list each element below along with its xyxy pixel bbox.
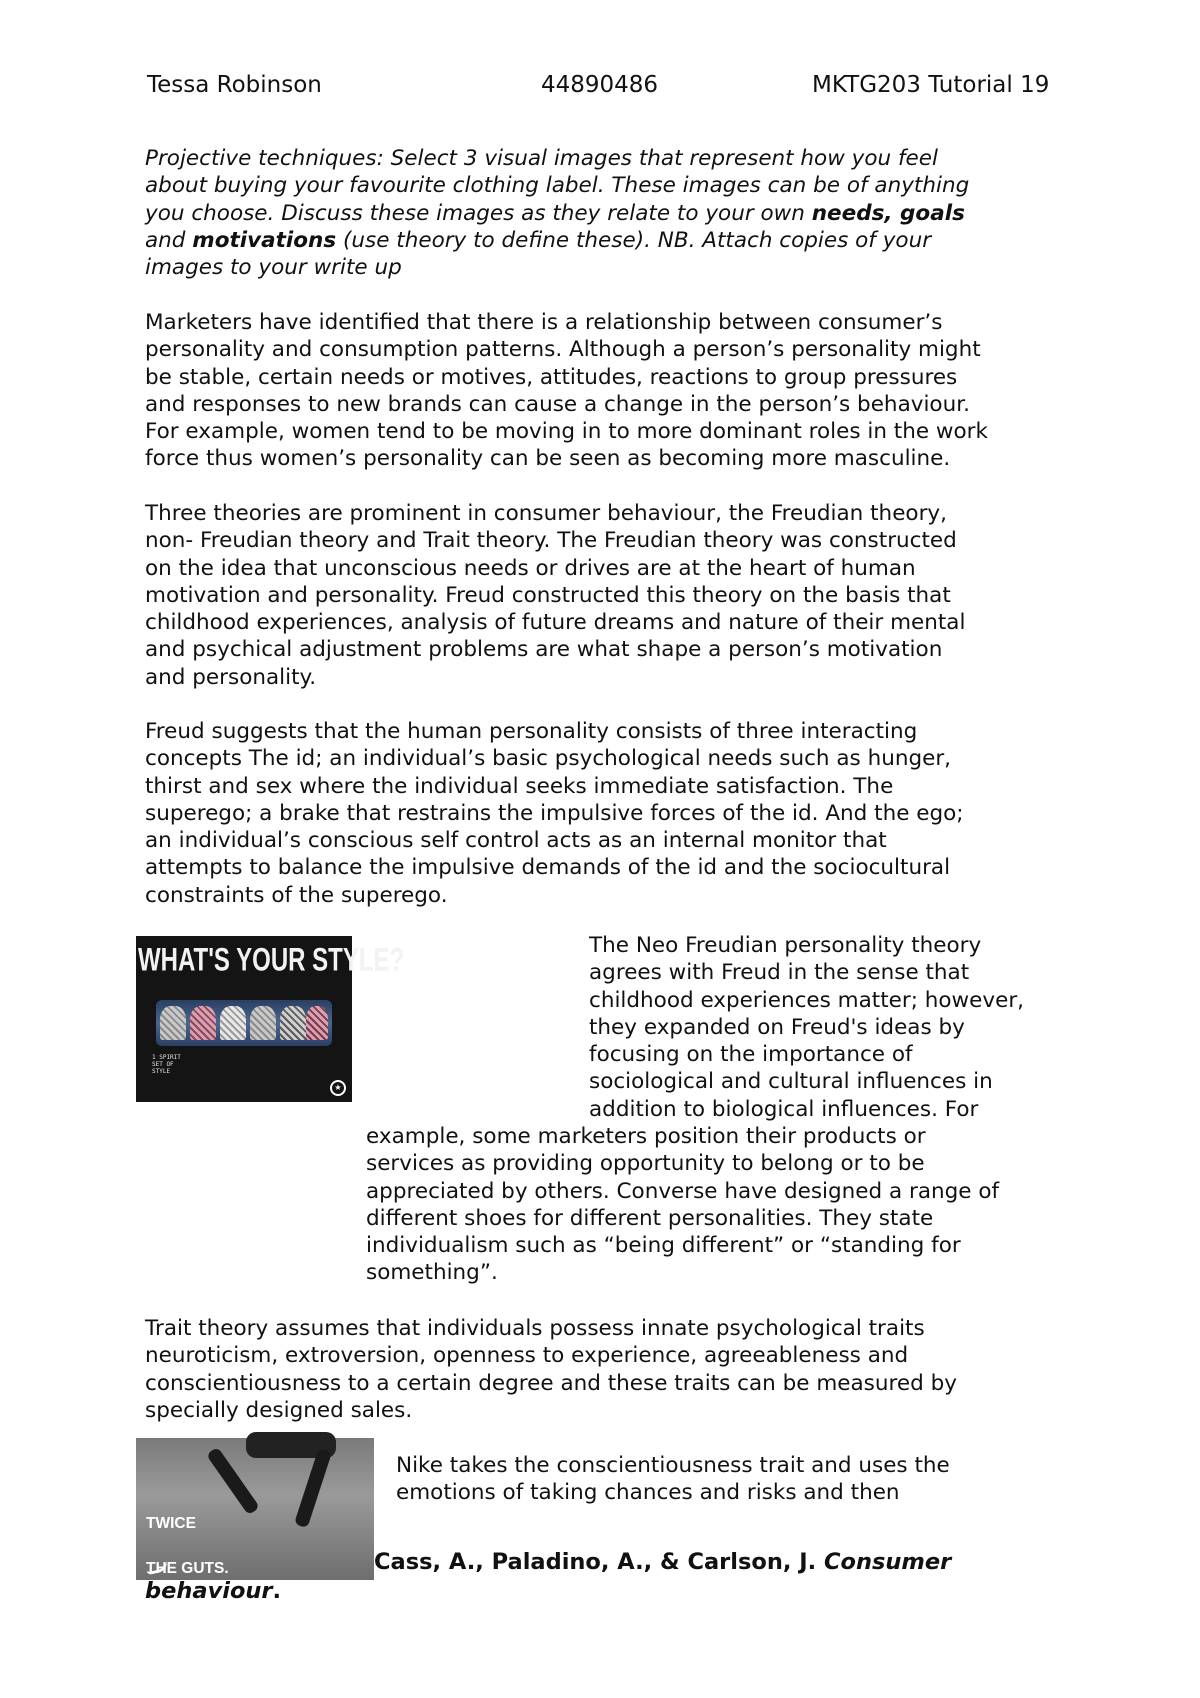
author-name: Tessa Robinson: [147, 72, 322, 98]
sneaker-icon: [306, 1006, 328, 1040]
paragraph-trait-theory: Trait theory assumes that individuals possess innate psychological traits neuroticism, extroversion, openness to experience, agreeableness and conscientiousness to a certain degree and these traits can be measured by specially designed sales.: [145, 1316, 957, 1423]
prompt-line: about buying your favourite clothing label. These images can be of anything: [145, 173, 970, 199]
paragraph-neo-freudian-continued: example, some marketers position their products or services as providing opportunity to belong or to be appreciated by others. Converse have designed a range of different shoes for different personalities. They state individualism such as “being different” or “standing for something”.: [366, 1124, 1000, 1286]
sneaker-icon: [250, 1006, 276, 1040]
sneaker-icon: [190, 1006, 216, 1040]
converse-style-image: [136, 936, 405, 1102]
sneaker-icon: [160, 1006, 186, 1040]
prompt-line: images to your write up: [145, 255, 402, 281]
paragraph-freud: Freud suggests that the human personality consists of three interacting concepts The id; an individual’s basic psychological needs such as hunger, thirst and sex where the individual seeks immediate satisfaction. The superego; a brake that restrains the impulsive forces of the id. And the ego; an individual’s conscious self control acts as an internal monitor that attempts to balance the impulsive demands of the id and the sociocultural constraints of the superego.: [145, 719, 964, 908]
student-id: 44890486: [541, 72, 659, 98]
reference-line-1: Cass, A., Paladino, A., & Carlson, J. Consumer: [374, 1549, 952, 1575]
assignment-prompt: [145, 145, 969, 281]
nike-slogan: TWICE THE GUTS. DOUBLE THE GLORY.: [146, 1515, 239, 1667]
runner-leg: [294, 1448, 332, 1528]
prompt-line: Projective techniques: Select 3 visual images that represent how you feel: [145, 146, 938, 171]
prompt-line: you choose. Discuss these images as they relate to your own needs, goals: [145, 200, 965, 226]
paragraph-neo-freudian-right: The Neo Freudian personality theory agrees with Freud in the sense that childhood experiences matter; however, they expanded on Freud's ideas by focusing on the importance of sociological and cultural influences in addition to biological influences. For: [589, 933, 1024, 1122]
converse-image-title: WHAT'S YOUR STYLE?: [138, 942, 405, 979]
paragraph-nike: Nike takes the conscientiousness trait and uses the emotions of taking chances and risks and then: [396, 1453, 950, 1506]
paragraph-personality: Marketers have identified that there is a relationship between consumer’s personality and consumption patterns. Although a person’s personality might be stable, certain needs or motives, attitudes, reactions to group pressures and responses to new brands can cause a change in the person’s behaviour. For example, women tend to be moving in to more dominant roles in the work force thus women’s personality can be seen as becoming more masculine.: [145, 310, 988, 472]
converse-star-icon: ★: [330, 1080, 346, 1096]
prompt-emphasis: needs, goals: [811, 200, 965, 226]
prompt-emphasis: motivations: [192, 227, 337, 253]
paragraph-theories: Three theories are prominent in consumer behaviour, the Freudian theory, non- Freudian theory and Trait theory. The Freudian theory was constructed on the idea that unconscious needs or drives are at the heart of human motivation and personality. Freud constructed this theory on the basis that childhood experiences, analysis of future dreams and nature of their mental and psychical adjustment problems are what shape a person’s motivation and personality.: [145, 501, 966, 690]
reference-line-2: behaviour.: [145, 1578, 282, 1604]
sneaker-icon: [280, 1006, 306, 1040]
prompt-line: and motivations (use theory to define these). NB. Attach copies of your: [145, 227, 932, 253]
sneaker-icon: [220, 1006, 246, 1040]
converse-caption: 1 SPIRIT SET OF STYLE: [152, 1054, 181, 1075]
course-tutorial: MKTG203 Tutorial 19: [812, 72, 1050, 98]
